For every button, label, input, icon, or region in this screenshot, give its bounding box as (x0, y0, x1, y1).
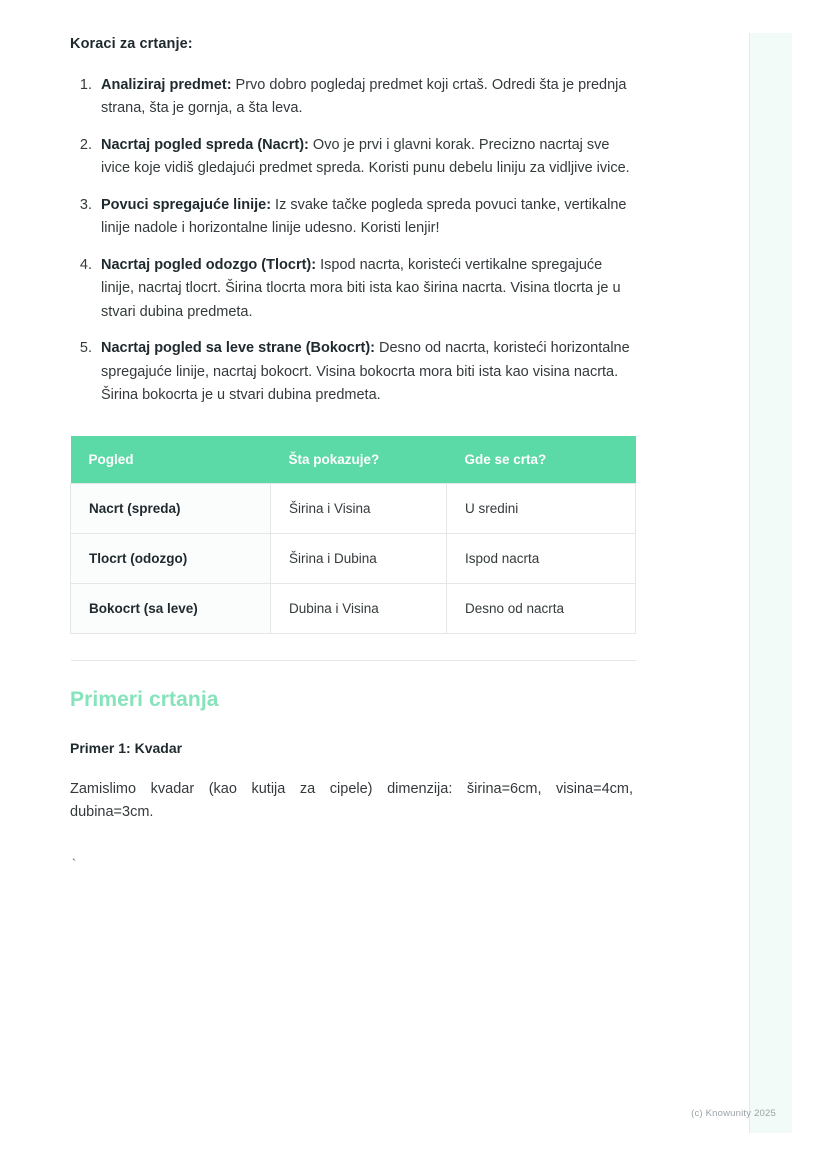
step-text: Desno od nacrta, koristeći horizontalne spregajuće linije, nacrtaj bokocrt. Visina bokocrta mora biti ista kao visina nacrta. Širina bokocrta je u stvari dubina predmeta. (101, 340, 630, 404)
document-content (70, 36, 636, 872)
table-cell: Nacrt (spreda) (71, 483, 271, 533)
step-label: Analiziraj predmet: (101, 77, 232, 93)
table-cell: Tlocrt (odozgo) (71, 533, 271, 583)
section-divider (71, 660, 636, 662)
list-item (96, 254, 636, 324)
table-header-cell: Gde se crta? (447, 436, 636, 484)
table-header-cell: Pogled (71, 436, 271, 484)
list-item (96, 194, 636, 241)
table-header-cell: Šta pokazuje? (271, 436, 447, 484)
list-item (96, 74, 636, 121)
list-item (96, 337, 636, 407)
steps-list (70, 74, 636, 408)
table-cell: U sredini (447, 483, 636, 533)
table-row (71, 483, 636, 533)
step-text: Prvo dobro pogledaj predmet koji crtaš. Odredi šta je prednja strana, šta je gornja, a šta leva. (101, 77, 627, 117)
table-cell: Bokocrt (sa leve) (71, 583, 271, 633)
table-row (71, 533, 636, 583)
example-paragraph: Zamislimo kvadar (kao kutija za cipele) dimenzija: širina=6cm, visina=4cm, dubina=3cm. (70, 780, 633, 821)
step-text: Ispod nacrta, koristeći vertikalne spregajuće linije, nacrtaj tlocrt. Širina tlocrta mora biti ista kao širina nacrta. Visina tlocrta je u stvari dubina predmeta. (101, 256, 621, 320)
table-cell: Širina i Visina (271, 483, 447, 533)
page-title: Koraci za crtanje: (70, 36, 193, 52)
step-label: Povuci spregajuće linije: (101, 196, 272, 213)
table-cell: Ispod nacrta (447, 533, 636, 583)
footer-copyright: (c) Knowunity 2025 (691, 1108, 776, 1119)
step-label: Nacrtaj pogled odozgo (Tlocrt): (101, 256, 317, 273)
section-title: Primeri crtanja (70, 687, 219, 711)
table-row (71, 583, 636, 633)
step-text: Iz svake tačke pogleda spreda povuci tanke, vertikalne linije nadole i horizontalne linije udesno. Koristi lenjir! (101, 196, 627, 237)
page-side-strip (749, 33, 792, 1133)
table-cell: Desno od nacrta (447, 583, 636, 633)
table-cell: Dubina i Visina (271, 583, 447, 633)
step-label: Nacrtaj pogled sa leve strane (Bokocrt): (101, 340, 375, 357)
list-item (96, 134, 636, 181)
code-block-marker: ` (70, 856, 78, 872)
subsection-title: Primer 1: Kvadar (70, 739, 183, 756)
step-label: Nacrtaj pogled spreda (Nacrt): (101, 136, 309, 153)
step-text: Ovo je prvi i glavni korak. Precizno nacrtaj sve ivice koje vidiš gledajući predmet spreda. Koristi punu debelu liniju za vidljive ivice. (101, 136, 630, 177)
table-cell: Širina i Dubina (271, 533, 447, 583)
views-table (70, 436, 636, 634)
table-header-row (71, 436, 636, 484)
